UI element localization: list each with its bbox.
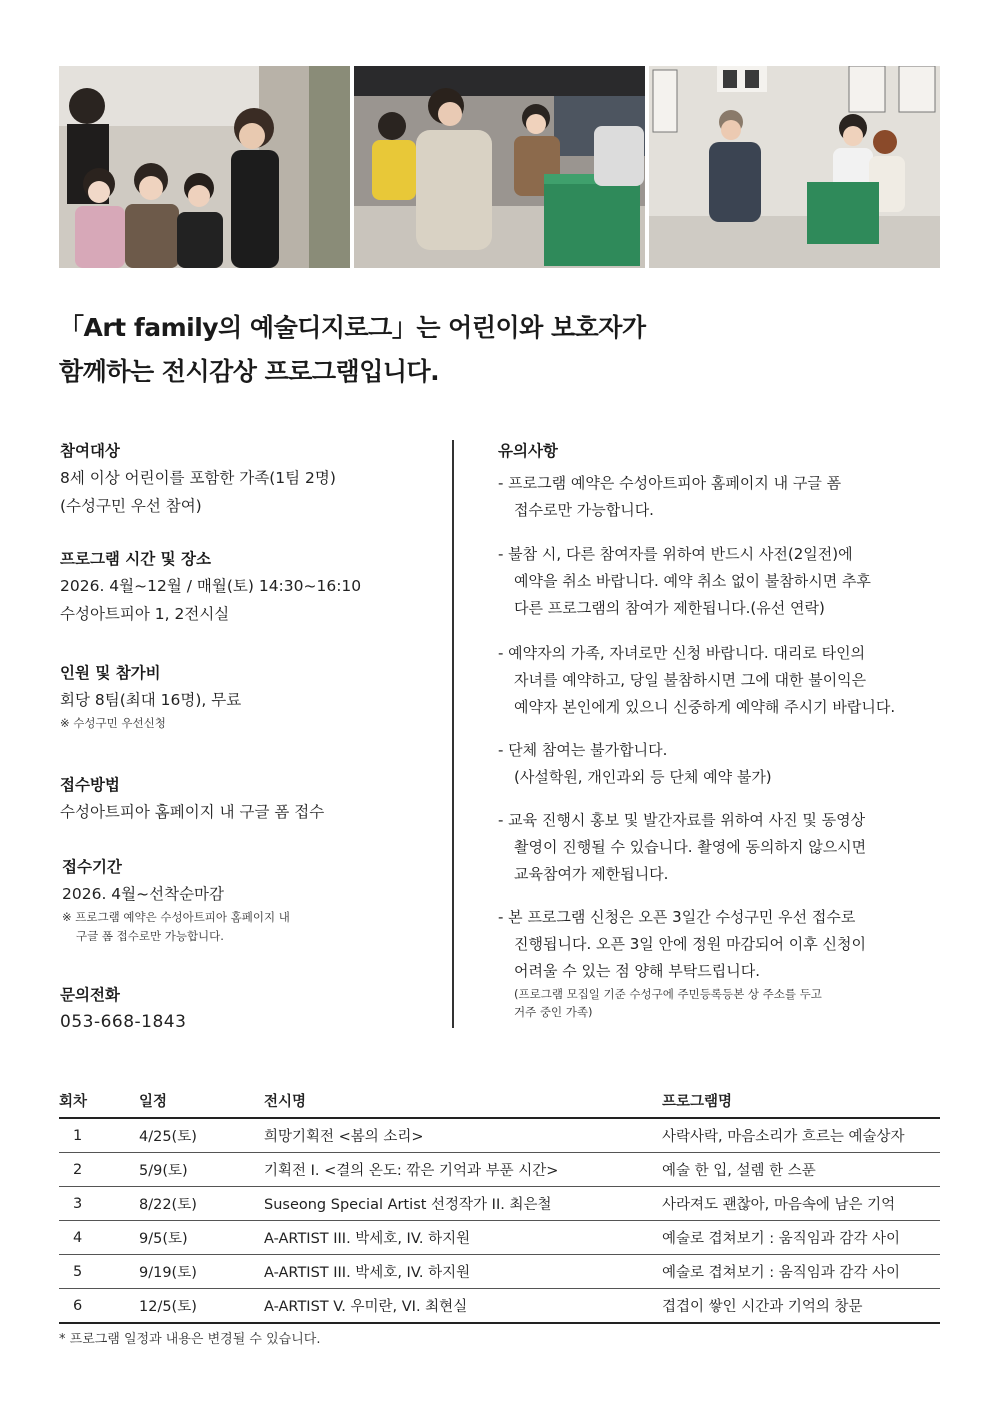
table-row (59, 1255, 940, 1289)
table-row (59, 1118, 940, 1153)
note-item (498, 737, 948, 791)
info-time-place (60, 546, 440, 628)
page-headline (59, 306, 939, 394)
note-small: 거주 중인 가족) (514, 1005, 593, 1019)
schedule-table (59, 1083, 940, 1324)
column-header-program: 프로그램명 (662, 1083, 940, 1118)
note-line: - 교육 진행시 홍보 및 발간자료를 위하여 사진 및 동영상 (498, 811, 866, 829)
cell-date: 8/22(토) (139, 1187, 264, 1221)
info-contact-title: 문의전화 (60, 986, 120, 1004)
cell-exhibition: A-ARTIST III. 박세호, IV. 하지원 (264, 1221, 662, 1255)
info-period-note-2: 구글 폼 접수로만 가능합니다. (76, 929, 224, 943)
note-line: 어려울 수 있는 점 양해 부탁드립니다. (514, 962, 760, 980)
table-header-row (59, 1083, 940, 1118)
cell-program: 예술로 겹쳐보기 : 움직임과 감각 사이 (662, 1255, 940, 1289)
cell-exhibition: 기획전 I. <결의 온도: 깎은 기억과 부푼 시간> (264, 1153, 662, 1187)
gallery-photo-storytelling (649, 66, 940, 268)
note-small: (프로그램 모집일 기준 수성구에 주민등록등본 상 주소를 두고 (514, 987, 822, 1001)
info-method-title: 접수방법 (60, 776, 120, 794)
cell-session: 4 (59, 1221, 139, 1255)
note-line: 예약자 본인에게 있으니 신중하게 예약해 주시기 바랍니다. (514, 698, 896, 716)
cell-date: 9/19(토) (139, 1255, 264, 1289)
contact-phone: 053-668-1843 (60, 1012, 187, 1032)
notes-column (498, 438, 948, 1019)
info-period-note-1: ※ 프로그램 예약은 수성아트피아 홈페이지 내 (62, 910, 290, 924)
note-line: - 본 프로그램 신청은 오픈 3일간 수성구민 우선 접수로 (498, 908, 856, 926)
cell-date: 5/9(토) (139, 1153, 264, 1187)
cell-exhibition: 희망기획전 <봄의 소리> (264, 1118, 662, 1153)
gallery-photo-workshop (354, 66, 645, 268)
cell-exhibition: Suseong Special Artist 선정작가 II. 최은철 (264, 1187, 662, 1221)
cell-program: 예술로 겹쳐보기 : 움직임과 감각 사이 (662, 1221, 940, 1255)
note-line: - 단체 참여는 불가합니다. (498, 741, 668, 759)
cell-session: 2 (59, 1153, 139, 1187)
info-method-line-1: 수성아트피아 홈페이지 내 구글 폼 접수 (60, 803, 325, 821)
table-row (59, 1153, 940, 1187)
cell-session: 5 (59, 1255, 139, 1289)
note-line: - 프로그램 예약은 수성아트피아 홈페이지 내 구글 폼 (498, 474, 842, 492)
note-line: - 불참 시, 다른 참여자를 위하여 반드시 사전(2일전)에 (498, 545, 853, 563)
info-contact (60, 982, 440, 1036)
info-time-place-line-2: 수성아트피아 1, 2전시실 (60, 605, 230, 623)
info-time-place-title: 프로그램 시간 및 장소 (60, 550, 211, 568)
info-time-place-line-1: 2026. 4월~12월 / 매월(토) 14:30~16:10 (60, 577, 362, 595)
column-header-session: 회차 (59, 1083, 139, 1118)
note-line: 접수로만 가능합니다. (514, 501, 654, 519)
info-capacity-title: 인원 및 참가비 (60, 664, 161, 682)
note-line: 다른 프로그램의 참여가 제한됩니다.(유선 연락) (514, 599, 825, 617)
info-capacity-line-1: 회당 8팀(최대 16명), 무료 (60, 691, 242, 709)
headline-line-2: 함께하는 전시감상 프로그램입니다. (59, 357, 440, 386)
cell-program: 사라져도 괜찮아, 마음속에 남은 기억 (662, 1187, 940, 1221)
gallery-photo-children-viewing (59, 66, 350, 268)
cell-session: 3 (59, 1187, 139, 1221)
table-row (59, 1187, 940, 1221)
note-line: 예약을 취소 바랍니다. 예약 취소 없이 불참하시면 추후 (514, 572, 871, 590)
column-divider (452, 440, 454, 1028)
note-line: 촬영이 진행될 수 있습니다. 촬영에 동의하지 않으시면 (514, 838, 867, 856)
cell-date: 12/5(토) (139, 1289, 264, 1324)
notes-title: 유의사항 (498, 442, 558, 460)
note-line: 진행됩니다. 오픈 3일 안에 정원 마감되어 이후 신청이 (514, 935, 866, 953)
cell-exhibition: A-ARTIST V. 우미란, VI. 최현실 (264, 1289, 662, 1324)
cell-program: 겹겹이 쌓인 시간과 기억의 창문 (662, 1289, 940, 1324)
column-header-date: 일정 (139, 1083, 264, 1118)
info-period (62, 854, 442, 946)
info-period-line-1: 2026. 4월~선착순마감 (62, 885, 224, 903)
info-period-title: 접수기간 (62, 858, 122, 876)
info-target-line-1: 8세 이상 어린이를 포함한 가족(1팀 2명) (60, 469, 336, 487)
schedule-footnote: * 프로그램 일정과 내용은 변경될 수 있습니다. (59, 1332, 321, 1347)
note-line: - 예약자의 가족, 자녀로만 신청 바랍니다. 대리로 타인의 (498, 644, 866, 662)
note-line: (사설학원, 개인과외 등 단체 예약 불가) (514, 768, 772, 786)
headline-line-1: 「Art family의 예술디지로그」는 어린이와 보호자가 (59, 313, 646, 342)
note-item (498, 904, 948, 1021)
cell-date: 4/25(토) (139, 1118, 264, 1153)
cell-date: 9/5(토) (139, 1221, 264, 1255)
note-line: 자녀를 예약하고, 당일 불참하시면 그에 대한 불이익은 (514, 671, 867, 689)
info-capacity (60, 660, 440, 733)
info-target-title: 참여대상 (60, 442, 120, 460)
cell-program: 사락사락, 마음소리가 흐르는 예술상자 (662, 1118, 940, 1153)
cell-session: 6 (59, 1289, 139, 1324)
info-target-line-2: (수성구민 우선 참여) (60, 497, 202, 515)
cell-session: 1 (59, 1118, 139, 1153)
note-item (498, 541, 948, 622)
table-row (59, 1289, 940, 1324)
cell-program: 예술 한 입, 설렘 한 스푼 (662, 1153, 940, 1187)
table-row (59, 1221, 940, 1255)
note-line: 교육참여가 제한됩니다. (514, 865, 669, 883)
info-method (60, 772, 440, 826)
note-item (498, 640, 948, 721)
note-item (498, 807, 948, 888)
info-capacity-note: ※ 수성구민 우선신청 (60, 716, 166, 730)
info-target (60, 438, 440, 520)
column-header-exhibition: 전시명 (264, 1083, 662, 1118)
cell-exhibition: A-ARTIST III. 박세호, IV. 하지원 (264, 1255, 662, 1289)
note-item (498, 470, 948, 524)
